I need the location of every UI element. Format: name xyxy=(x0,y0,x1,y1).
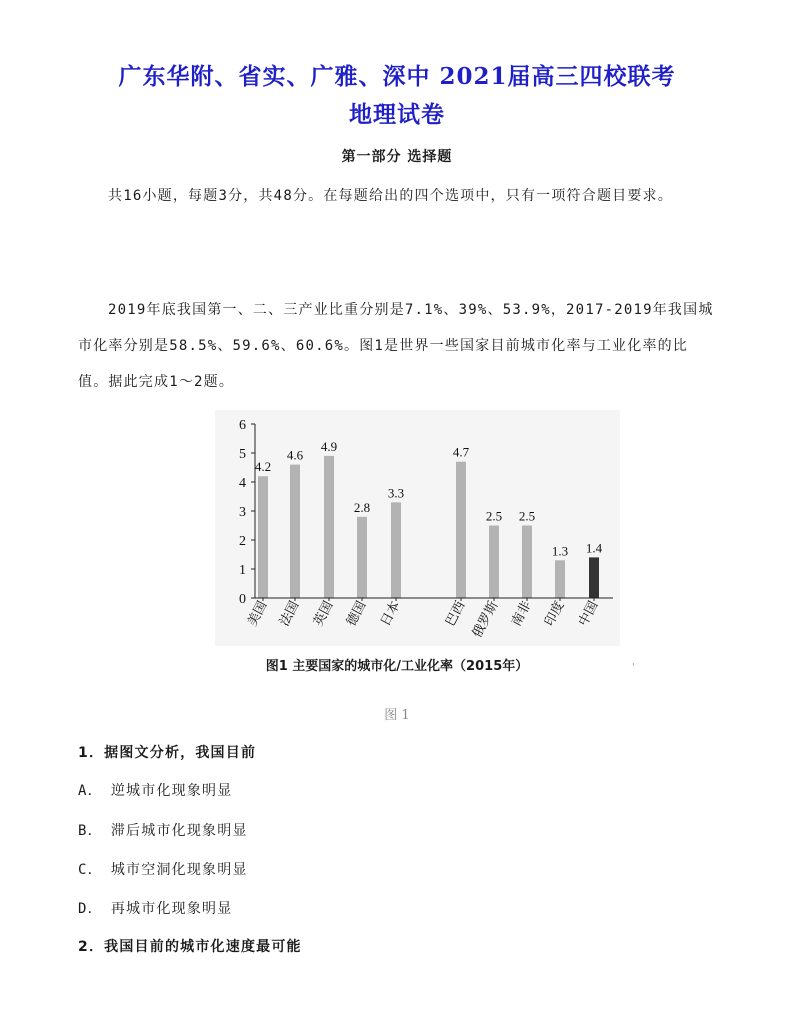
exam-subject-title: 地理试卷 xyxy=(349,101,445,128)
bar-value-label: 4.9 xyxy=(320,438,338,454)
y-tick-label: 0 xyxy=(239,592,246,607)
bar-value-label: 2.8 xyxy=(353,499,371,515)
x-category-label: 南非 xyxy=(509,598,535,629)
bar-5 xyxy=(456,462,466,598)
option-letter: C． xyxy=(78,862,103,878)
y-tick-label: 5 xyxy=(239,447,246,462)
option-letter: B． xyxy=(78,823,103,839)
y-tick-label: 4 xyxy=(239,476,246,491)
bar-4 xyxy=(391,502,401,598)
x-category-label: 中国 xyxy=(576,598,602,629)
option-text: 滞后城市化现象明显 xyxy=(110,823,248,839)
bar-value-label: 1.4 xyxy=(585,540,603,556)
question-1-option-c[interactable] xyxy=(78,859,248,879)
option-text: 城市空洞化现象明显 xyxy=(110,862,248,878)
question-2-stem: 2．我国目前的城市化速度最可能 xyxy=(78,939,302,955)
x-category-label: 美国 xyxy=(245,598,271,629)
scan-speck: ' xyxy=(632,662,635,673)
y-tick-label: 1 xyxy=(239,563,246,578)
bar-8 xyxy=(555,560,565,598)
bar-3 xyxy=(357,517,367,598)
y-tick-label: 3 xyxy=(239,505,246,520)
x-category-label: 法国 xyxy=(277,598,303,629)
y-tick-label: 6 xyxy=(239,418,246,433)
bar-9 xyxy=(589,557,599,598)
option-letter: A． xyxy=(78,783,103,799)
figure-label: 图 1 xyxy=(384,708,410,723)
figure-caption: 图1 主要国家的城市化/工业化率（2015年） xyxy=(265,659,529,674)
question-1-stem: 1．据图文分析，我国目前 xyxy=(78,745,257,761)
x-category-label: 印度 xyxy=(542,598,568,629)
option-text: 再城市化现象明显 xyxy=(110,901,233,917)
x-category-label: 巴西 xyxy=(443,598,469,629)
bar-7 xyxy=(522,526,532,599)
bar-0 xyxy=(258,476,268,598)
bar-value-label: 4.2 xyxy=(254,459,272,475)
section-instructions: 共16小题，每题3分，共48分。在每题给出的四个选项中，只有一项符合题目要求。 xyxy=(108,188,673,204)
x-category-label: 德国 xyxy=(344,598,370,629)
exam-title: 广东华附、省实、广雅、深中 2021届高三四校联考 xyxy=(118,63,676,90)
x-category-label: 俄罗斯 xyxy=(469,598,502,641)
bar-value-label: 1.3 xyxy=(551,543,569,559)
bar-value-label: 2.5 xyxy=(518,508,536,524)
bar-2 xyxy=(324,456,334,598)
bar-1 xyxy=(290,465,300,598)
bar-value-label: 2.5 xyxy=(485,508,503,524)
bar-chart xyxy=(215,410,620,646)
option-letter: D． xyxy=(78,901,103,917)
bar-chart-svg xyxy=(215,410,620,646)
bar-value-label: 4.7 xyxy=(452,444,470,460)
x-category-label: 日本 xyxy=(378,598,404,629)
question-1-option-b[interactable] xyxy=(78,820,248,840)
question-1-option-a[interactable] xyxy=(78,780,232,800)
question-1-option-d[interactable] xyxy=(78,898,232,918)
x-category-label: 英国 xyxy=(311,598,337,629)
section-heading: 第一部分 选择题 xyxy=(341,149,453,165)
y-tick-label: 2 xyxy=(239,534,246,549)
question-intro-passage: 2019年底我国第一、二、三产业比重分别是7.1%、39%、53.9%，2017-2019年我国城市化率分别是58.5%、59.6%、60.6%。图1是世界一些国家目前城市化率与工业化率的比值。据此完成1～2题。 xyxy=(78,302,714,390)
bar-value-label: 3.3 xyxy=(387,485,405,501)
bar-6 xyxy=(489,526,499,599)
bar-value-label: 4.6 xyxy=(286,447,304,463)
option-text: 逆城市化现象明显 xyxy=(110,783,233,799)
